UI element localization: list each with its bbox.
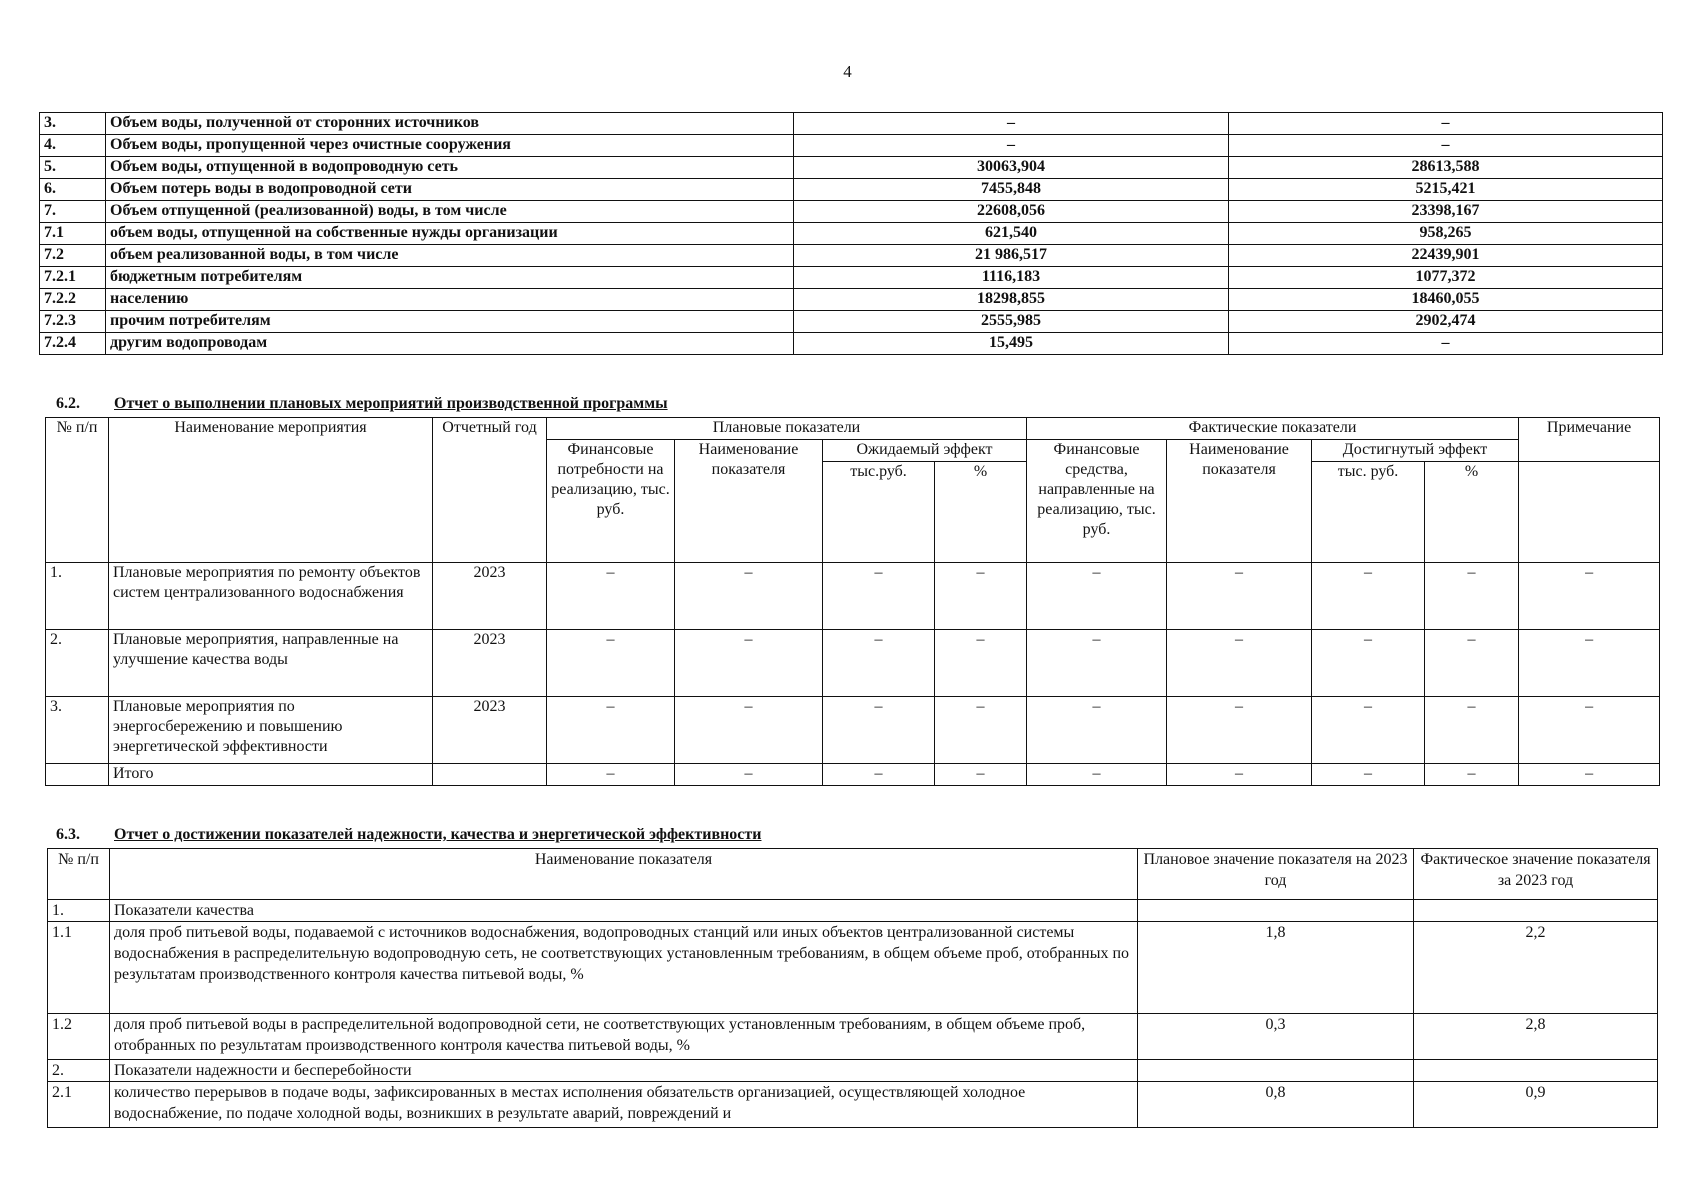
table-row [40,135,1663,157]
cell-value: – [675,563,823,630]
cell-value: – [935,563,1027,630]
row-number: 7.1 [40,223,106,245]
row-year: 2023 [433,697,547,764]
value-2023-plan: – [794,135,1229,157]
row-number: 1. [46,563,109,630]
cell-value: – [935,764,1027,786]
value-2023-plan: 15,495 [794,333,1229,355]
row-number: 6. [40,179,106,201]
header-fact-financing: Финансовые средства, направленные на реализацию, тыс. руб. [1027,440,1167,563]
table-row [40,201,1663,223]
water-volume-table [39,112,1663,355]
value-2023-fact: 5215,421 [1229,179,1663,201]
header-plan-effect-rub: тыс.руб. [823,462,935,563]
plan-value [1138,900,1414,922]
plan-value [1138,1060,1414,1082]
cell-value: – [1027,697,1167,764]
row-name: прочим потребителям [106,311,794,333]
cell-value: – [1425,563,1519,630]
cell-value: – [675,764,823,786]
header-measure-name: Наименование мероприятия [109,418,433,563]
table-row [40,113,1663,135]
cell-value: – [1312,630,1425,697]
table-row [40,245,1663,267]
table-row [48,1060,1658,1082]
cell-value: – [935,630,1027,697]
table-row [48,1082,1658,1128]
cell-value: – [823,563,935,630]
table-row [46,563,1660,630]
row-name: доля проб питьевой воды, подаваемой с источников водоснабжения, водопроводных станций или иных объектов централизованной системы водоснабжения в распределительную водопроводную сеть, не соответствующих установленным требованиям, в общем объеме проб, отобранных по результатам производственного контроля качества питьевой воды, % [110,922,1138,1014]
table-row [40,333,1663,355]
header-row [48,849,1658,900]
cell-value: – [823,630,935,697]
cell-value: – [1167,563,1312,630]
row-number: 1. [48,900,110,922]
table-row [40,289,1663,311]
row-number: 7.2.2 [40,289,106,311]
row-name: объем воды, отпущенной на собственные нужды организации [106,223,794,245]
cell-value: – [547,697,675,764]
cell-value: – [1312,697,1425,764]
cell-value: – [1519,563,1660,630]
row-number: 2. [46,630,109,697]
cell-value: – [1027,764,1167,786]
planned-measures-table [45,417,1660,786]
value-2023-fact: – [1229,333,1663,355]
header-num: № п/п [46,418,109,563]
table-row [40,157,1663,179]
header-fact-indicator: Наименование показателя [1167,440,1312,563]
row-number: 1.2 [48,1014,110,1060]
value-2023-plan: 18298,855 [794,289,1229,311]
header-note-blank [1519,462,1660,563]
fact-value: 2,2 [1414,922,1658,1014]
row-name: Объем воды, пропущенной через очистные сооружения [106,135,794,157]
header-plan-financing: Финансовые потребности на реализацию, тыс. руб. [547,440,675,563]
row-name: другим водопроводам [106,333,794,355]
header-report-year: Отчетный год [433,418,547,563]
value-2023-fact: 22439,901 [1229,245,1663,267]
row-number: 1.1 [48,922,110,1014]
row-number: 2. [48,1060,110,1082]
value-2023-plan: 30063,904 [794,157,1229,179]
row-name: Показатели качества [110,900,1138,922]
cell-value: – [1519,630,1660,697]
section-title: Отчет о выполнении плановых мероприятий производственной программы [114,395,668,412]
indicators-table [47,848,1658,1128]
header-fact-effect: Достигнутый эффект [1312,440,1519,462]
row-name: Объем потерь воды в водопроводной сети [106,179,794,201]
cell-value: – [1425,697,1519,764]
value-2023-plan: 2555,985 [794,311,1229,333]
value-2023-plan: 621,540 [794,223,1229,245]
value-2023-fact: 18460,055 [1229,289,1663,311]
row-number: 7.2 [40,245,106,267]
plan-value: 0,3 [1138,1014,1414,1060]
page-number: 4 [843,62,852,81]
cell-value: – [823,764,935,786]
header-fact-effect-rub: тыс. руб. [1312,462,1425,563]
value-2023-fact: 1077,372 [1229,267,1663,289]
cell-value: – [1519,697,1660,764]
cell-value: – [1425,764,1519,786]
section-number: 6.3. [56,826,80,843]
value-2023-fact: 28613,588 [1229,157,1663,179]
cell-value: – [1519,764,1660,786]
row-name: доля проб питьевой воды в распределительной водопроводной сети, не соответствующих установленным требованиям, в общем объеме проб, отобранных по результатам производственного контроля качества питьевой воды, % [110,1014,1138,1060]
cell-value: – [547,764,675,786]
header-note: Примечание [1519,418,1660,462]
row-name: Объем воды, отпущенной в водопроводную сеть [106,157,794,179]
row-number: 4. [40,135,106,157]
cell-value: – [675,630,823,697]
cell-value: – [675,697,823,764]
cell-value: – [1167,697,1312,764]
value-2023-plan: 7455,848 [794,179,1229,201]
fact-value [1414,900,1658,922]
cell-value: – [1027,630,1167,697]
value-2023-plan: 22608,056 [794,201,1229,223]
row-year: 2023 [433,630,547,697]
row-year [433,764,547,786]
table-row [48,900,1658,922]
row-name: Плановые мероприятия по энергосбережению и повышению энергетической эффективности [109,697,433,764]
section-number: 6.2. [56,395,80,412]
table-row [46,630,1660,697]
header-fact-effect-pct: % [1425,462,1519,563]
value-2023-fact: 2902,474 [1229,311,1663,333]
section-heading-6-3 [56,826,761,844]
value-2023-fact: 23398,167 [1229,201,1663,223]
row-number: 3. [40,113,106,135]
header-indicator-name: Наименование показателя [110,849,1138,900]
value-2023-plan: – [794,113,1229,135]
value-2023-fact: 958,265 [1229,223,1663,245]
section-heading-6-2 [56,395,668,413]
table-row [40,311,1663,333]
row-name: Плановые мероприятия, направленные на улучшение качества воды [109,630,433,697]
row-number: 3. [46,697,109,764]
row-number: 7.2.4 [40,333,106,355]
header-plan-effect-pct: % [935,462,1027,563]
row-year: 2023 [433,563,547,630]
row-name: Показатели надежности и бесперебойности [110,1060,1138,1082]
total-label: Итого [109,764,433,786]
row-name: количество перерывов в подаче воды, зафиксированных в местах исполнения обязательств организацией, осуществляющей холодное водоснабжение, по подаче холодной воды, возникших в результате аварий, повреждений и [110,1082,1138,1128]
cell-value: – [1312,563,1425,630]
cell-value: – [1312,764,1425,786]
header-actual: Фактические показатели [1027,418,1519,440]
total-row [46,764,1660,786]
cell-value: – [547,630,675,697]
row-number: 5. [40,157,106,179]
fact-value: 0,9 [1414,1082,1658,1128]
cell-value: – [1027,563,1167,630]
table-row [40,223,1663,245]
cell-value: – [547,563,675,630]
header-plan-value: Плановое значение показателя на 2023 год [1138,849,1414,900]
table-row [46,697,1660,764]
table-row [48,922,1658,1014]
row-number: 7.2.3 [40,311,106,333]
fact-value: 2,8 [1414,1014,1658,1060]
table-row [48,1014,1658,1060]
cell-value: – [1425,630,1519,697]
row-name: Объем воды, полученной от сторонних источников [106,113,794,135]
row-number: 7. [40,201,106,223]
cell-value: – [823,697,935,764]
row-number [46,764,109,786]
row-number: 7.2.1 [40,267,106,289]
header-row [46,418,1660,440]
value-2023-plan: 1116,183 [794,267,1229,289]
value-2023-fact: – [1229,113,1663,135]
table-row [40,179,1663,201]
cell-value: – [1167,764,1312,786]
fact-value [1414,1060,1658,1082]
row-name: бюджетным потребителям [106,267,794,289]
row-name: Плановые мероприятия по ремонту объектов систем централизованного водоснабжения [109,563,433,630]
section-title: Отчет о достижении показателей надежности, качества и энергетической эффективности [114,826,762,843]
value-2023-fact: – [1229,135,1663,157]
row-name: объем реализованной воды, в том числе [106,245,794,267]
cell-value: – [1167,630,1312,697]
row-name: населению [106,289,794,311]
value-2023-plan: 21 986,517 [794,245,1229,267]
plan-value: 0,8 [1138,1082,1414,1128]
header-num: № п/п [48,849,110,900]
header-plan-indicator: Наименование показателя [675,440,823,563]
row-number: 2.1 [48,1082,110,1128]
plan-value: 1,8 [1138,922,1414,1014]
row-name: Объем отпущенной (реализованной) воды, в том числе [106,201,794,223]
header-planned: Плановые показатели [547,418,1027,440]
header-plan-effect: Ожидаемый эффект [823,440,1027,462]
table-row [40,267,1663,289]
cell-value: – [935,697,1027,764]
header-fact-value: Фактическое значение показателя за 2023 год [1414,849,1658,900]
